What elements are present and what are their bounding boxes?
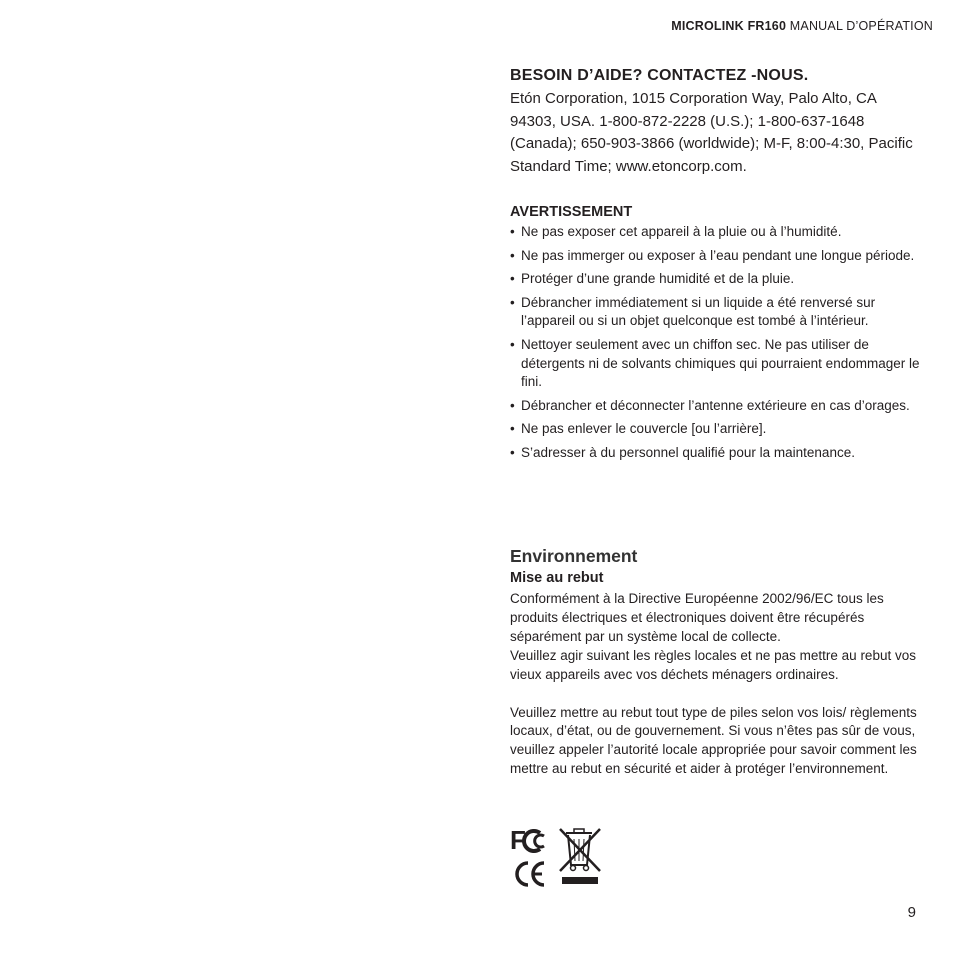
warning-title: AVERTISSEMENT	[510, 204, 633, 220]
header-brand: MICROLINK	[671, 19, 744, 33]
environment-title: Environnement	[510, 546, 638, 566]
warning-item: • Ne pas immerger ou exposer à l’eau pendant une longue période.	[510, 247, 930, 266]
fcc-logo-icon	[510, 825, 544, 855]
warning-item: • Nettoyer seulement avec un chiffon sec. Ne pas utiliser de détergents ni de solvants chimiques qui pourraient endommager le fini.	[510, 336, 930, 392]
svg-text:F: F	[510, 825, 524, 855]
environment-paragraph: Veuillez agir suivant les règles locales et ne pas mettre au rebut vos vieux appareils avec vos déchets ménagers ordinaires.	[510, 647, 916, 682]
warning-list	[510, 223, 930, 468]
disposal-subtitle: Mise au rebut	[510, 570, 604, 586]
environment-paragraph: Conformément à la Directive Européenne 2002/96/EC tous les produits électriques et électroniques doivent être récupérés séparément par un système local de collecte.	[510, 591, 884, 644]
environment-body	[510, 590, 930, 779]
warning-item: • S’adresser à du personnel qualifié pour la maintenance.	[510, 444, 930, 463]
running-header	[671, 19, 933, 33]
header-model: FR160	[747, 19, 787, 33]
warning-item: • Débrancher et déconnecter l’antenne extérieure en cas d’orages.	[510, 397, 930, 416]
warning-item: • Ne pas exposer cet appareil à la pluie ou à l’humidité.	[510, 223, 930, 242]
warning-item: • Protéger d’une grande humidité et de la pluie.	[510, 270, 930, 289]
header-manual: MANUAL D’OPÉRATION	[789, 19, 933, 33]
contact-title: BESOIN D’AIDE? CONTACTEZ -NOUS.	[510, 67, 809, 84]
contact-body: Etón Corporation, 1015 Corporation Way, Palo Alto, CA 94303, USA. 1-800-872-2228 (U.S.); 1-800-637-1648 (Canada); 650-903-3866 (worldwide); M-F, 8:00-4:30, Pacific Standard Time; www.etoncorp.com.	[510, 90, 913, 175]
ce-logo-icon	[517, 863, 544, 885]
environment-paragraph: Veuillez mettre au rebut tout type de piles selon vos lois/ règlements locaux, d’état, ou de gouvernement. Si vous n’êtes pas sûr de vous, veuillez appeler l’autorité locale appropriée pour savoir comment les mettre au rebut en sécurité et aider à protéger l’environnement.	[510, 704, 917, 777]
warning-item: • Débrancher immédiatement si un liquide a été renversé sur l’appareil ou si un objet quelconque est tombé à l’intérieur.	[510, 294, 930, 331]
page-number: 9	[907, 904, 916, 921]
warning-item: • Ne pas enlever le couvercle [ou l’arrière].	[510, 420, 930, 439]
compliance-logos	[510, 825, 610, 895]
crossed-out-bin-icon	[560, 829, 600, 884]
